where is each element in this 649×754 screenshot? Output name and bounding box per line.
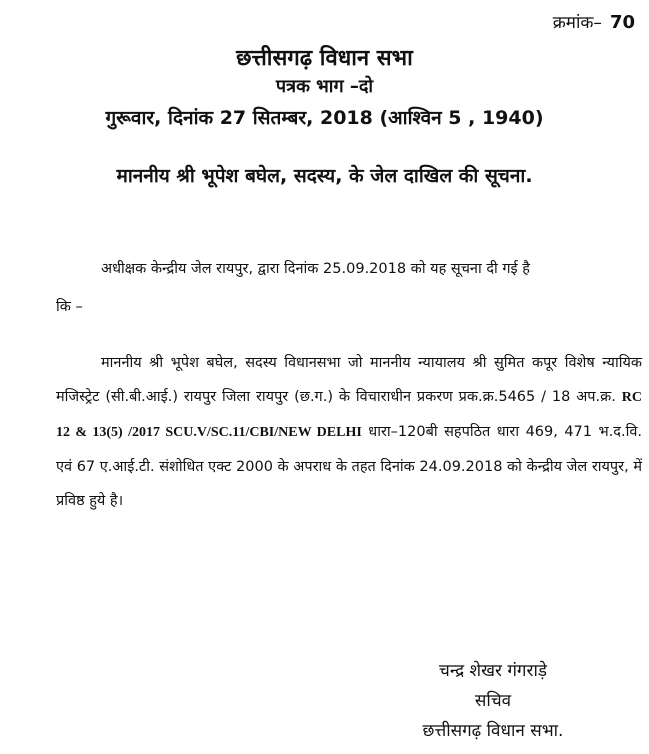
document-title: छत्तीसगढ़ विधान सभा bbox=[236, 46, 413, 71]
paragraph-intro-cont: कि – bbox=[56, 299, 83, 315]
notice-subject: माननीय श्री भूपेश बघेल, सदस्य, के जेल दाखिल की सूचना. bbox=[116, 165, 533, 187]
document-part: पत्रक भाग –दो bbox=[275, 76, 374, 97]
signatory-office: छत्तीसगढ़ विधान सभा. bbox=[422, 721, 564, 741]
document-date: गुरूवार, दिनांक 27 सितम्बर, 2018 (आश्विन 5 , 1940) bbox=[105, 107, 544, 129]
case-number: RC 12 & 13(5) /2017 SCU.V/SC.11/CBI/NEW DELHI bbox=[56, 390, 643, 440]
notice-body bbox=[56, 258, 642, 518]
signature-block bbox=[373, 656, 613, 746]
details-text-a: माननीय श्री भूपेश बघेल, सदस्य विधानसभा जो माननीय न्यायालय श्री सुमित कपूर विशेष न्यायिक मजिस्ट्रेट (सी.बी.आई.) रायपुर जिला रायपुर (छ.ग.) के विचाराधीन प्रकरण प्रक.क्र.5465 / 18 अप.क्र. bbox=[56, 355, 642, 405]
signatory-designation: सचिव bbox=[474, 691, 512, 711]
paragraph-details bbox=[56, 346, 642, 518]
signatory-name: चन्द्र शेखर गंगराड़े bbox=[439, 661, 547, 681]
serial-label: क्रमांक– bbox=[552, 13, 602, 33]
paragraph-intro: अधीक्षक केन्द्रीय जेल रायपुर, द्वारा दिनांक 25.09.2018 को यह सूचना दी गई है bbox=[101, 261, 530, 277]
serial-value: 70 bbox=[609, 12, 635, 33]
details-text-b: धारा–120बी सहपठित धारा 469, 471 भ.द.वि. एवं 67 ए.आई.टी. संशोधित एक्ट 2000 के अपराध के तहत दिनांक 24.09.2018 को केन्द्रीय जेल रायपुर, में प्रविष्ठ हुये है। bbox=[56, 424, 643, 509]
serial-number bbox=[553, 10, 635, 33]
